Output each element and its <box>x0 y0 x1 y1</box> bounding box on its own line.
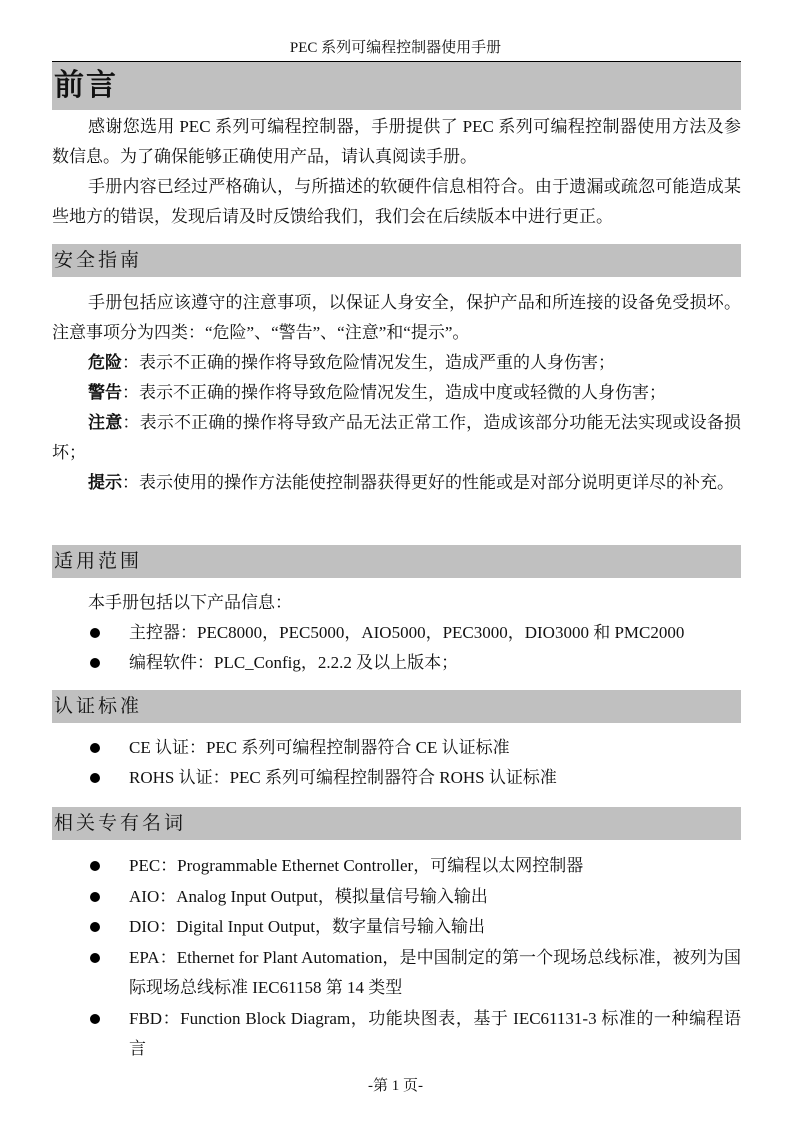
list-item <box>52 733 741 763</box>
paragraph: 手册内容已经过严格确认，与所描述的软硬件信息相符合。由于遗漏或疏忽可能造成某些地方的错误，发现后请及时反馈给我们，我们会在后续版本中进行更正。 <box>52 177 741 226</box>
safety-item-warning <box>52 378 741 408</box>
list-item <box>52 648 741 678</box>
bullet-icon <box>90 773 100 783</box>
paragraph: 本手册包括以下产品信息： <box>88 593 292 612</box>
certification-heading: 认证标准 <box>52 690 741 723</box>
glossary-body <box>52 851 741 1065</box>
bullet-icon <box>90 892 100 902</box>
bullet-icon <box>90 658 100 668</box>
item-text: CE 认证：PEC 系列可编程控制器符合 CE 认证标准 <box>129 738 510 757</box>
paragraph: 手册包括应该遵守的注意事项，以保证人身安全，保护产品和所连接的设备免受损坏。注意事项分为四类：“危险”、“警告”、“注意”和“提示”。 <box>52 293 741 342</box>
certification-list <box>52 733 741 793</box>
definition: ：表示不正确的操作将导致产品无法正常工作，造成该部分功能无法实现或设备损坏； <box>52 413 742 462</box>
paragraph: 感谢您选用 PEC 系列可编程控制器，手册提供了 PEC 系列可编程控制器使用方法及参数信息。为了确保能够正确使用产品，请认真阅读手册。 <box>52 117 741 166</box>
item-text: AIO：Analog Input Output，模拟量信号输入输出 <box>129 886 488 906</box>
safety-item-caution <box>52 408 741 468</box>
preface-body <box>52 112 741 232</box>
item-text: PEC：Programmable Ethernet Controller，可编程以太网控制器 <box>129 856 584 875</box>
item-text: ROHS 认证：PEC 系列可编程控制器符合 ROHS 认证标准 <box>129 768 557 787</box>
page-number: -第 1 页- <box>368 1078 423 1094</box>
bullet-icon <box>90 861 100 871</box>
safety-item-tip <box>52 468 741 498</box>
list-item <box>52 1004 741 1065</box>
definition: ：表示不正确的操作将导致危险情况发生，造成中度或轻微的人身伤害； <box>122 383 666 402</box>
item-text: 主控器：PEC8000，PEC5000，AIO5000，PEC3000，DIO3000 和 PMC2000 <box>129 623 685 642</box>
certification-body <box>52 733 741 793</box>
safety-body <box>52 288 741 498</box>
term: 警告 <box>88 383 122 402</box>
list-item <box>52 943 741 1004</box>
list-item <box>52 851 741 882</box>
bullet-icon <box>90 1014 100 1024</box>
bullet-icon <box>90 922 100 932</box>
item-text: EPA：Ethernet for Plant Automation，是中国制定的第一个现场总线标准，被列为国际现场总线标准 IEC61158 第 14 类型 <box>129 947 741 997</box>
scope-heading: 适用范围 <box>52 545 741 578</box>
definition: ：表示不正确的操作将导致危险情况发生，造成严重的人身伤害； <box>122 353 615 372</box>
scope-list <box>52 618 741 678</box>
list-item <box>52 763 741 793</box>
bullet-icon <box>90 953 100 963</box>
term: 危险 <box>88 353 122 372</box>
list-item <box>52 882 741 913</box>
definition: ：表示使用的操作方法能使控制器获得更好的性能或是对部分说明更详尽的补充。 <box>122 473 734 492</box>
item-text: DIO：Digital Input Output，数字量信号输入输出 <box>129 917 486 936</box>
preface-heading: 前言 <box>52 62 741 110</box>
term: 注意 <box>88 413 123 432</box>
bullet-icon <box>90 628 100 638</box>
safety-heading: 安全指南 <box>52 244 741 277</box>
term: 提示 <box>88 473 122 492</box>
item-text: 编程软件：PLC_Config，2.2.2 及以上版本； <box>129 653 459 672</box>
glossary-list <box>52 851 741 1065</box>
running-header: PEC 系列可编程控制器使用手册 <box>289 40 502 56</box>
bullet-icon <box>90 743 100 753</box>
item-text: FBD：Function Block Diagram，功能块图表，基于 IEC61131-3 标准的一种编程语言 <box>129 1008 741 1058</box>
glossary-heading: 相关专有名词 <box>52 807 741 840</box>
safety-item-danger <box>52 348 741 378</box>
scope-body <box>52 588 741 678</box>
list-item <box>52 618 741 648</box>
list-item <box>52 912 741 943</box>
